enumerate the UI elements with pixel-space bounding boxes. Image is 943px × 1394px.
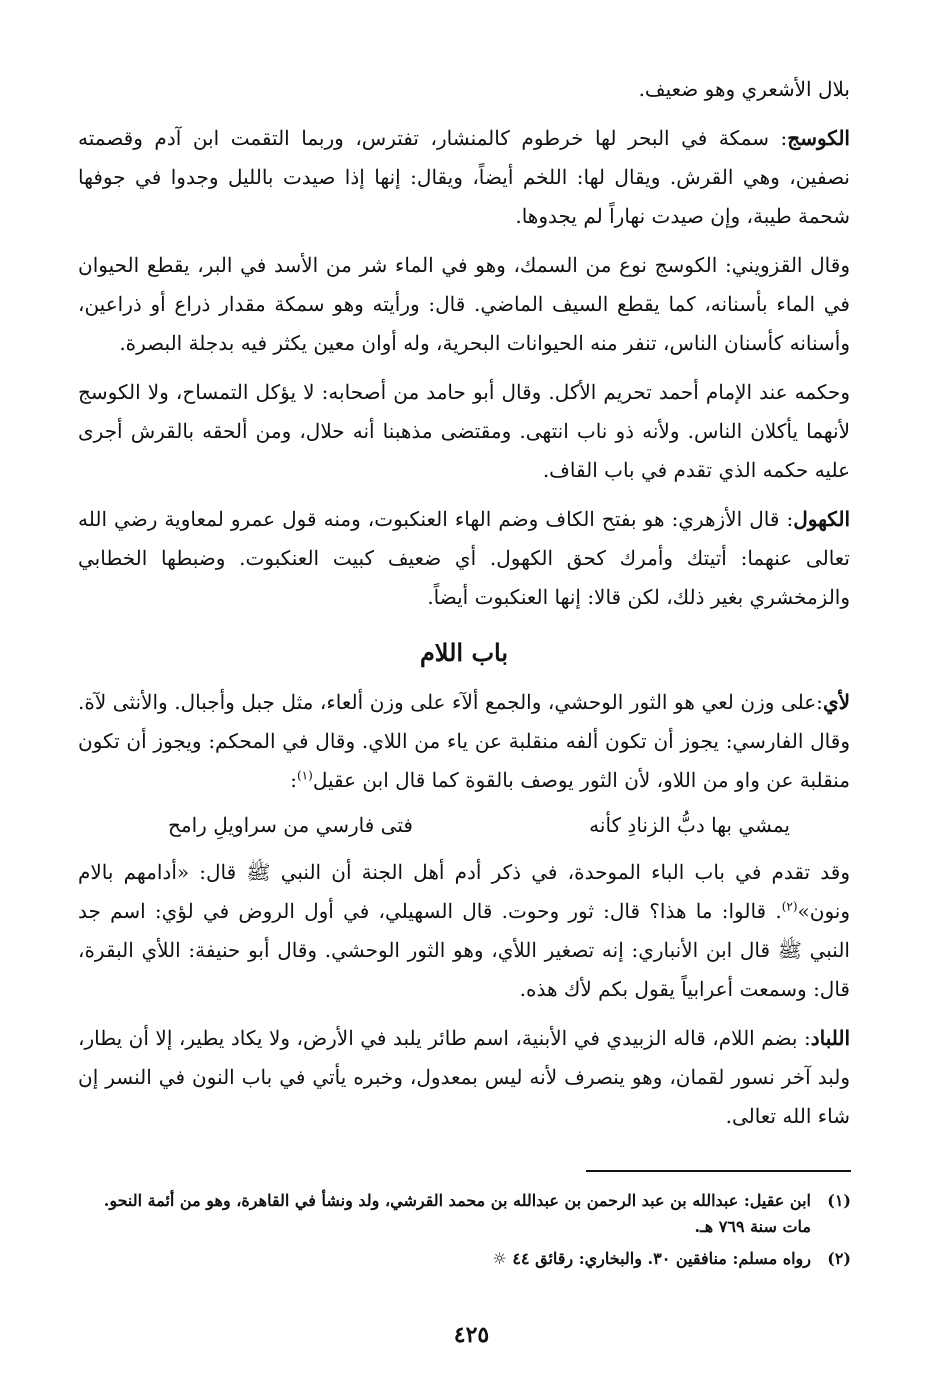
- footnote-number: (١): [827, 1191, 851, 1210]
- footnote-reference: (٢): [781, 899, 798, 914]
- entry-lay: [78, 683, 850, 800]
- paragraph-ruling: وحكمه عند الإمام أحمد تحريم الأكل. وقال أبو حامد من أصحابه: لا يؤكل التمساح، ولا الكوسج لأنهما يأكلان الناس. ولأنه ذو ناب انتهى. ومقتضى مذهبنا أنه حلال، ومن ألحقه بالقرش أجرى عليه حكمه الذي تقدم في باب القاف.: [78, 380, 850, 482]
- entry-text: : قال الأزهري: هو بفتح الكاف وضم الهاء العنكبوت، ومنه قول عمرو لمعاوية رضي الله تعالى عنهما: أتيتك وأمرك كحق الكهول. أي ضعيف كبيت العنكبوت. وضبطها الخطابي والزمخشري بغير ذلك، لكن قالا: إنها العنكبوت أيضاً.: [78, 507, 850, 609]
- footnote-divider: [586, 1170, 851, 1172]
- verse-first-hemistich: يمشي بها دبُّ الزنادِ كأنه: [589, 813, 790, 837]
- paragraph-text-continued: . قالوا: ما هذا؟ قال: ثور وحوت. قال السهيلي، في أول الروض في لؤي: اسم جد النبي ﷺ قال ابن الأنباري: إنه تصغير اللأي، وهو الثور الوحشي. وقال أبو حنيفة: اللأي البقرة، قال: وسمعت أعرابياً يقول بكم لأك هذه.: [78, 899, 850, 1001]
- entry-lubad: [78, 1019, 850, 1136]
- footnote-reference: (١): [296, 768, 313, 783]
- entry-term: الكهول: [793, 507, 850, 531]
- page-number: ٤٢٥: [453, 1322, 490, 1348]
- paragraph-qazwini: وقال القزويني: الكوسج نوع من السمك، وهو في الماء شر من الأسد في البر، يقطع الحيوان في الماء بأسنانه، كما يقطع السيف الماضي. قال: ورأيته وهو سمكة مقدار ذراع أو ذراعين، وأسنانه كأسنان الناس، تنفر منه الحيوانات البحرية، وله أوان معين يكثر فيه بدجلة البصرة.: [78, 253, 850, 355]
- footnote-number: (٢): [827, 1249, 851, 1268]
- footnote-text: رواه مسلم: منافقين ٣٠. والبخاري: رقائق ٤٤ ☼: [492, 1249, 811, 1268]
- entry-term: اللباد: [810, 1026, 850, 1050]
- entry-kawsaj: [78, 119, 850, 236]
- entry-text: :على وزن لعي هو الثور الوحشي، والجمع ألآء على وزن ألعاء، مثل جبل وأجبال. والأنثى لآة. وقال الفارسي: يجوز أن تكون ألفه منقلبة عن ياء من اللاي. وقال في المحكم: ويجوز أن تكون منقلبة عن واو من اللاو، لأن الثور يوصف بالقوة كما قال ابن عقيل: [78, 690, 850, 792]
- entry-text: : سمكة في البحر لها خرطوم كالمنشار، تفترس، وربما التقمت ابن آدم وقصمته نصفين، وهي القرش. ويقال لها: اللخم أيضاً، ويقال: إنها إذا صيدت بالليل وجدوا في جوفها شحمة طيبة، وإن صيدت نهاراً لم يجدوها.: [78, 126, 850, 228]
- paragraph-continuation: بلال الأشعري وهو ضعيف.: [638, 77, 850, 101]
- footnote-item: [91, 1188, 851, 1240]
- page-body: [78, 70, 850, 1136]
- entry-text-end: :: [290, 768, 297, 792]
- footnote-item: [91, 1246, 851, 1272]
- paragraph-hadith: [78, 853, 850, 1009]
- footnote-text: ابن عقيل: عبدالله بن عبد الرحمن بن عبدالله بن محمد القرشي، ولد ونشأ في القاهرة، وهو من أئمة النحو. مات سنة ٧٦٩ هـ.: [103, 1191, 811, 1236]
- verse-second-hemistich: فتى فارسي من سراويلِ رامح: [168, 813, 413, 837]
- entry-term: لأي: [822, 690, 850, 714]
- section-heading: باب اللام: [419, 638, 509, 667]
- entry-text: : بضم اللام، قاله الزبيدي في الأبنية، اسم طائر يلبد في الأرض، ولا يكاد يطير، إلا أن يطار، ولبد آخر نسور لقمان، وهو ينصرف لأنه ليس بمعدول، وخبره يأتي في باب النون في النسر إن شاء الله تعالى.: [78, 1026, 850, 1128]
- footnotes: [91, 1188, 851, 1278]
- poetry-verse: [78, 806, 850, 845]
- entry-kahul: [78, 500, 850, 617]
- entry-term: الكوسج: [787, 126, 850, 150]
- paragraph-text: وقد تقدم في باب الباء الموحدة، في ذكر أدم أهل الجنة أن النبي ﷺ قال: «أدامهم بالام ونون»: [78, 860, 850, 923]
